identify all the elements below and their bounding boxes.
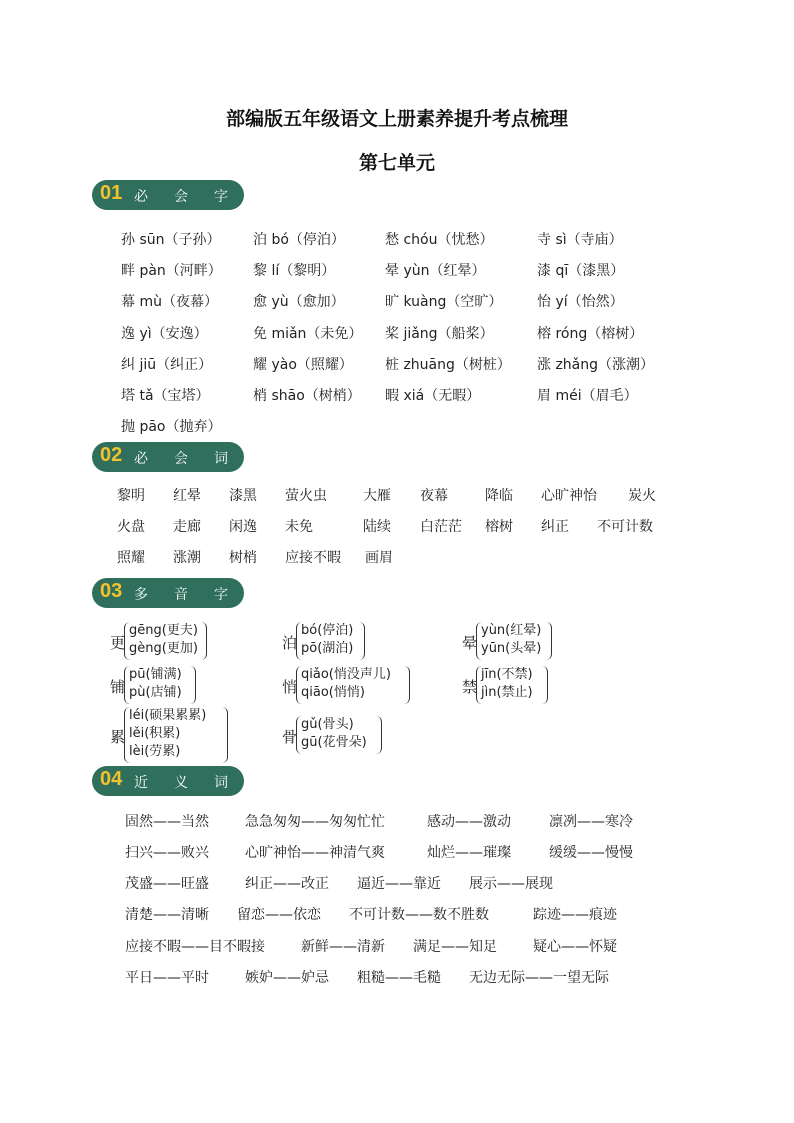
char-entry: 泊 bó（停泊） bbox=[253, 232, 345, 248]
polyphone-reading: jìn(禁止) bbox=[481, 685, 533, 700]
word: 不可计数 bbox=[597, 519, 653, 535]
word: 大雁 bbox=[363, 488, 391, 504]
section-number: 02 bbox=[100, 444, 123, 466]
synonym-pair: 清楚——清晰 bbox=[125, 907, 209, 923]
word: 漆黑 bbox=[229, 488, 257, 504]
word: 炭火 bbox=[628, 488, 656, 504]
synonym-pair: 感动——激动 bbox=[427, 814, 511, 830]
synonym-pair: 嫉妒——妒忌 bbox=[245, 970, 329, 986]
word: 树梢 bbox=[229, 550, 257, 566]
synonym-pair: 纠正——改正 bbox=[245, 876, 329, 892]
synonym-pair: 无边无际——一望无际 bbox=[469, 970, 609, 986]
polyphone-reading: pō(湖泊) bbox=[301, 641, 354, 656]
char-entry: 耀 yào（照耀） bbox=[253, 357, 353, 373]
word: 榕树 bbox=[485, 519, 513, 535]
synonym-pair: 应接不暇——目不暇接 bbox=[125, 939, 265, 955]
word: 红晕 bbox=[173, 488, 201, 504]
word: 黎明 bbox=[117, 488, 145, 504]
polyphone-reading: bó(停泊) bbox=[301, 623, 354, 638]
page-subtitle: 第七单元 bbox=[358, 152, 435, 174]
char-entry: 怡 yí（怡然） bbox=[537, 294, 624, 310]
polyphone-char: 禁 bbox=[462, 678, 478, 696]
synonym-pair: 茂盛——旺盛 bbox=[125, 876, 209, 892]
char-entry: 幕 mù（夜幕） bbox=[121, 294, 218, 310]
polyphone-reading: jīn(不禁) bbox=[481, 667, 533, 682]
polyphone-char: 晕 bbox=[462, 634, 478, 652]
polyphone-reading: léi(硕果累累) bbox=[129, 708, 207, 723]
char-entry: 桩 zhuāng（树桩） bbox=[385, 357, 511, 373]
synonym-pair: 不可计数——数不胜数 bbox=[349, 907, 489, 923]
char-entry: 梢 shāo（树梢） bbox=[253, 388, 361, 404]
brace-right bbox=[546, 622, 552, 660]
synonym-pair: 逼近——靠近 bbox=[357, 876, 441, 892]
synonym-pair: 急急匆匆——匆匆忙忙 bbox=[245, 814, 385, 830]
polyphone-char: 铺 bbox=[110, 678, 126, 696]
char-entry: 逸 yì（安逸） bbox=[121, 326, 208, 342]
synonym-pair: 缓缓——慢慢 bbox=[549, 845, 633, 861]
char-entry: 晕 yùn（红晕） bbox=[385, 263, 486, 279]
synonym-pair: 心旷神怡——神清气爽 bbox=[245, 845, 385, 861]
section-number: 03 bbox=[100, 580, 123, 602]
char-entry: 塔 tǎ（宝塔） bbox=[121, 388, 210, 404]
polyphone-reading: gū(花骨朵) bbox=[301, 735, 367, 750]
page-title: 部编版五年级语文上册素养提升考点梳理 bbox=[225, 108, 568, 130]
char-entry: 免 miǎn（未免） bbox=[253, 326, 363, 342]
section-number: 01 bbox=[100, 182, 123, 204]
synonym-pair: 留恋——依恋 bbox=[237, 907, 321, 923]
polyphone-char: 累 bbox=[110, 728, 126, 746]
polyphone-char: 更 bbox=[110, 634, 126, 652]
char-entry: 涨 zhǎng（涨潮） bbox=[537, 357, 655, 373]
word: 陆续 bbox=[363, 519, 391, 535]
word: 闲逸 bbox=[229, 519, 257, 535]
brace-right bbox=[359, 622, 365, 660]
polyphone-reading: yùn(红晕) bbox=[481, 623, 542, 638]
word: 白茫茫 bbox=[420, 519, 462, 535]
polyphone-reading: pū(铺满) bbox=[129, 667, 182, 682]
synonym-pair: 新鲜——清新 bbox=[301, 939, 385, 955]
brace-right bbox=[222, 707, 228, 763]
char-entry: 畔 pàn（河畔） bbox=[121, 263, 222, 279]
synonym-pair: 灿烂——璀璨 bbox=[427, 845, 511, 861]
synonym-pair: 扫兴——败兴 bbox=[125, 845, 209, 861]
word: 涨潮 bbox=[173, 550, 201, 566]
section-label: 近义词 bbox=[134, 775, 254, 791]
section-label: 必会词 bbox=[134, 451, 254, 467]
brace-right bbox=[542, 666, 548, 704]
polyphone-reading: yūn(头晕) bbox=[481, 641, 542, 656]
char-entry: 黎 lí（黎明） bbox=[253, 263, 336, 279]
char-entry: 旷 kuàng（空旷） bbox=[385, 294, 503, 310]
word: 应接不暇 bbox=[285, 550, 341, 566]
polyphone-reading: qiāo(悄悄) bbox=[301, 685, 365, 700]
polyphone-char: 悄 bbox=[282, 678, 298, 696]
polyphone-char: 骨 bbox=[282, 728, 298, 746]
section-label: 多音字 bbox=[134, 587, 254, 603]
char-entry: 桨 jiǎng（船桨） bbox=[385, 326, 494, 342]
char-entry: 愈 yù（愈加） bbox=[253, 294, 345, 310]
brace-right bbox=[190, 666, 196, 704]
synonym-pair: 踪迹——痕迹 bbox=[533, 907, 617, 923]
synonym-pair: 满足——知足 bbox=[413, 939, 497, 955]
synonym-pair: 粗糙——毛糙 bbox=[357, 970, 441, 986]
section-header-polyphones bbox=[92, 578, 254, 608]
synonym-pair: 疑心——怀疑 bbox=[533, 939, 617, 955]
synonym-pair: 平日——平时 bbox=[125, 970, 209, 986]
section-header-chars bbox=[92, 180, 254, 210]
word: 纠正 bbox=[541, 519, 569, 535]
char-entry: 抛 pāo（抛弃） bbox=[121, 419, 222, 435]
word: 夜幕 bbox=[420, 488, 448, 504]
polyphone-char: 泊 bbox=[282, 634, 298, 652]
synonym-pair: 凛冽——寒冷 bbox=[549, 814, 633, 830]
polyphone-reading: gèng(更加) bbox=[129, 641, 198, 656]
polyphone-reading: pù(店铺) bbox=[129, 685, 182, 700]
polyphone-reading: qiǎo(悄没声儿) bbox=[301, 667, 391, 682]
word: 火盘 bbox=[117, 519, 145, 535]
word: 心旷神怡 bbox=[541, 488, 597, 504]
brace-right bbox=[376, 716, 382, 754]
char-entry: 眉 méi（眉毛） bbox=[537, 388, 638, 404]
word: 照耀 bbox=[117, 550, 145, 566]
polyphone-reading: gǔ(骨头) bbox=[301, 717, 354, 732]
brace-right bbox=[404, 666, 410, 704]
char-entry: 暇 xiá（无暇） bbox=[385, 388, 481, 404]
polyphone-reading: lèi(劳累) bbox=[129, 744, 181, 759]
char-entry: 愁 chóu（忧愁） bbox=[385, 232, 494, 248]
char-entry: 孙 sūn（子孙） bbox=[121, 232, 221, 248]
polyphone-reading: gēng(更夫) bbox=[129, 623, 198, 638]
word: 萤火虫 bbox=[285, 488, 327, 504]
char-entry: 漆 qī（漆黑） bbox=[537, 263, 625, 279]
char-entry: 纠 jiū（纠正） bbox=[121, 357, 213, 373]
word: 降临 bbox=[485, 488, 513, 504]
char-entry: 寺 sì（寺庙） bbox=[537, 232, 623, 248]
section-number: 04 bbox=[100, 768, 123, 790]
word: 画眉 bbox=[365, 550, 393, 566]
char-entry: 榕 róng（榕树） bbox=[537, 326, 644, 342]
word: 未免 bbox=[285, 519, 313, 535]
section-header-words bbox=[92, 442, 254, 472]
section-label: 必会字 bbox=[134, 189, 254, 205]
polyphone-reading: lěi(积累) bbox=[129, 726, 181, 741]
word: 走廊 bbox=[173, 519, 201, 535]
synonym-pair: 固然——当然 bbox=[125, 814, 209, 830]
section-header-synonyms bbox=[92, 766, 254, 796]
brace-right bbox=[201, 622, 207, 660]
synonym-pair: 展示——展现 bbox=[469, 876, 553, 892]
